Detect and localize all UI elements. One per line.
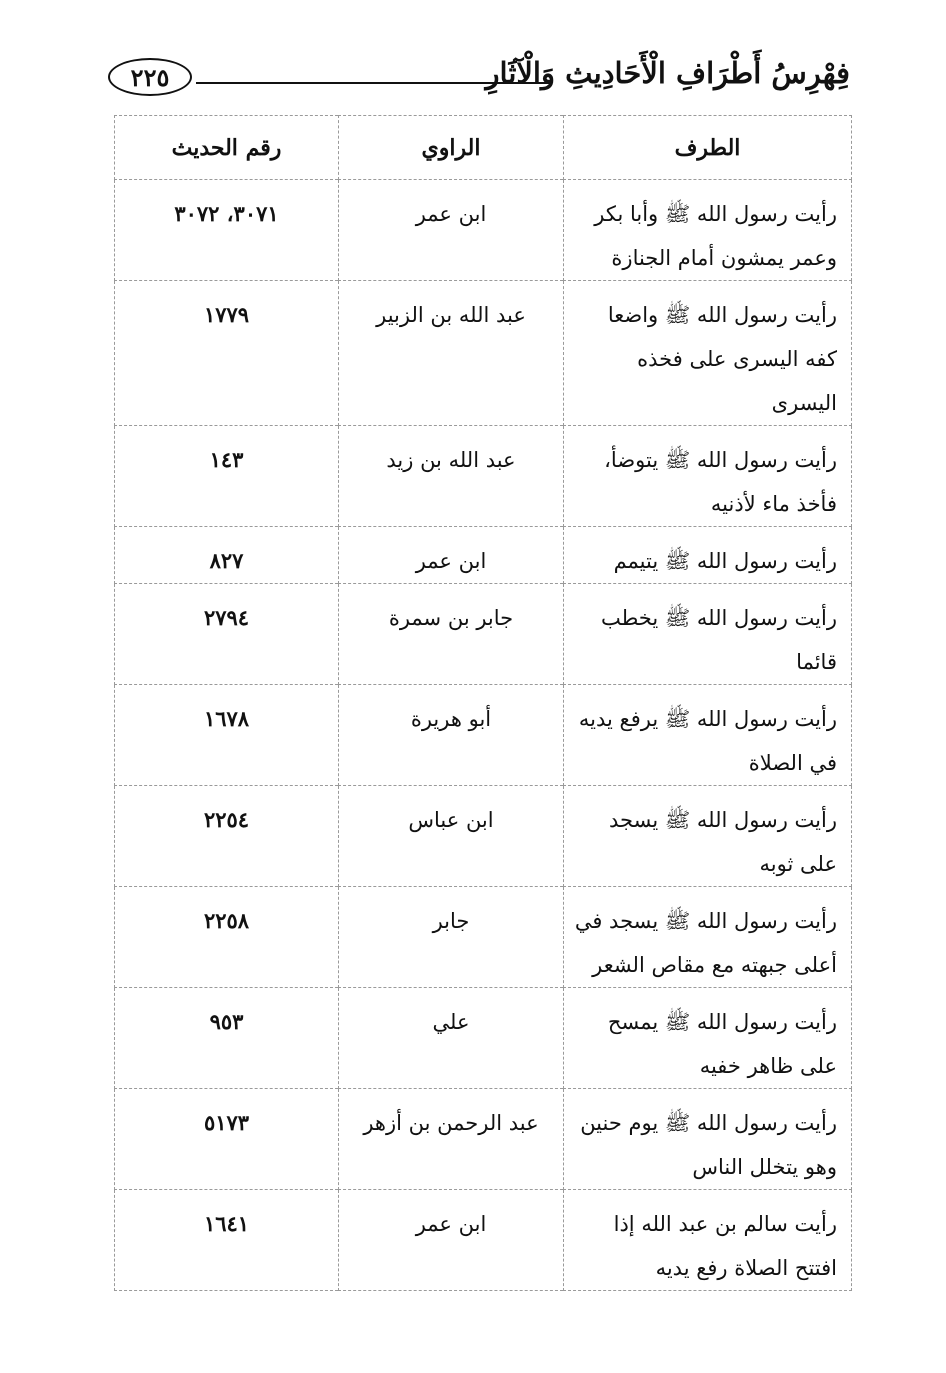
cell-number: ٢٧٩٤ [115,584,339,685]
column-header-number: رقم الحديث [115,116,339,180]
cell-tarf: رأيت رسول الله ﷺ يمسح على ظاهر خفيه [564,988,852,1089]
cell-number: ٢٢٥٤ [115,786,339,887]
table-row [115,685,852,786]
cell-number: ٥١٧٣ [115,1089,339,1190]
page-number: ٢٢٥ [130,62,170,92]
cell-rawi: عبد الله بن زيد [339,426,564,527]
hadith-index-table [114,115,852,1291]
cell-tarf: رأيت رسول الله ﷺ يرفع يديه في الصلاة [564,685,852,786]
table-row [115,281,852,426]
cell-rawi: ابن عباس [339,786,564,887]
cell-number: ١٧٧٩ [115,281,339,426]
cell-tarf: رأيت رسول الله ﷺ يسجد في أعلى جبهته مع مقاص الشعر [564,887,852,988]
cell-rawi: علي [339,988,564,1089]
column-header-rawi: الراوي [339,116,564,180]
table-row [115,584,852,685]
page-number-badge [108,58,192,96]
table-row [115,1190,852,1291]
cell-rawi: عبد الرحمن بن أزهر [339,1089,564,1190]
table-row [115,786,852,887]
table-row [115,527,852,584]
cell-number: ٣٠٧١، ٣٠٧٢ [115,180,339,281]
table-row [115,426,852,527]
page-title: فِهْرِسُ أَطْرَافِ الْأَحَادِيثِ وَالْآثَارِ [485,56,850,90]
table-row [115,180,852,281]
page-header [108,50,850,106]
cell-rawi: عبد الله بن الزبير [339,281,564,426]
cell-tarf: رأيت رسول الله ﷺ وأبا بكر وعمر يمشون أمام الجنازة [564,180,852,281]
cell-tarf: رأيت رسول الله ﷺ يتوضأ، فأخذ ماء لأذنيه [564,426,852,527]
cell-rawi: جابر [339,887,564,988]
cell-rawi: ابن عمر [339,1190,564,1291]
cell-rawi: ابن عمر [339,180,564,281]
cell-tarf: رأيت سالم بن عبد الله إذا افتتح الصلاة رفع يديه [564,1190,852,1291]
cell-number: ٩٥٣ [115,988,339,1089]
table-row [115,988,852,1089]
cell-number: ١٦٤١ [115,1190,339,1291]
column-header-tarf: الطرف [564,116,852,180]
cell-tarf: رأيت رسول الله ﷺ واضعا كفه اليسرى على فخذه اليسرى [564,281,852,426]
table-row [115,1089,852,1190]
cell-tarf: رأيت رسول الله ﷺ يسجد على ثوبه [564,786,852,887]
table-header-row [115,116,852,180]
cell-number: ٨٢٧ [115,527,339,584]
cell-rawi: أبو هريرة [339,685,564,786]
cell-rawi: جابر بن سمرة [339,584,564,685]
cell-tarf: رأيت رسول الله ﷺ يتيمم [564,527,852,584]
header-rule [196,82,550,84]
cell-rawi: ابن عمر [339,527,564,584]
cell-tarf: رأيت رسول الله ﷺ يخطب قائما [564,584,852,685]
cell-number: ١٦٧٨ [115,685,339,786]
cell-tarf: رأيت رسول الله ﷺ يوم حنين وهو يتخلل الناس [564,1089,852,1190]
cell-number: ٢٢٥٨ [115,887,339,988]
table-row [115,887,852,988]
cell-number: ١٤٣ [115,426,339,527]
